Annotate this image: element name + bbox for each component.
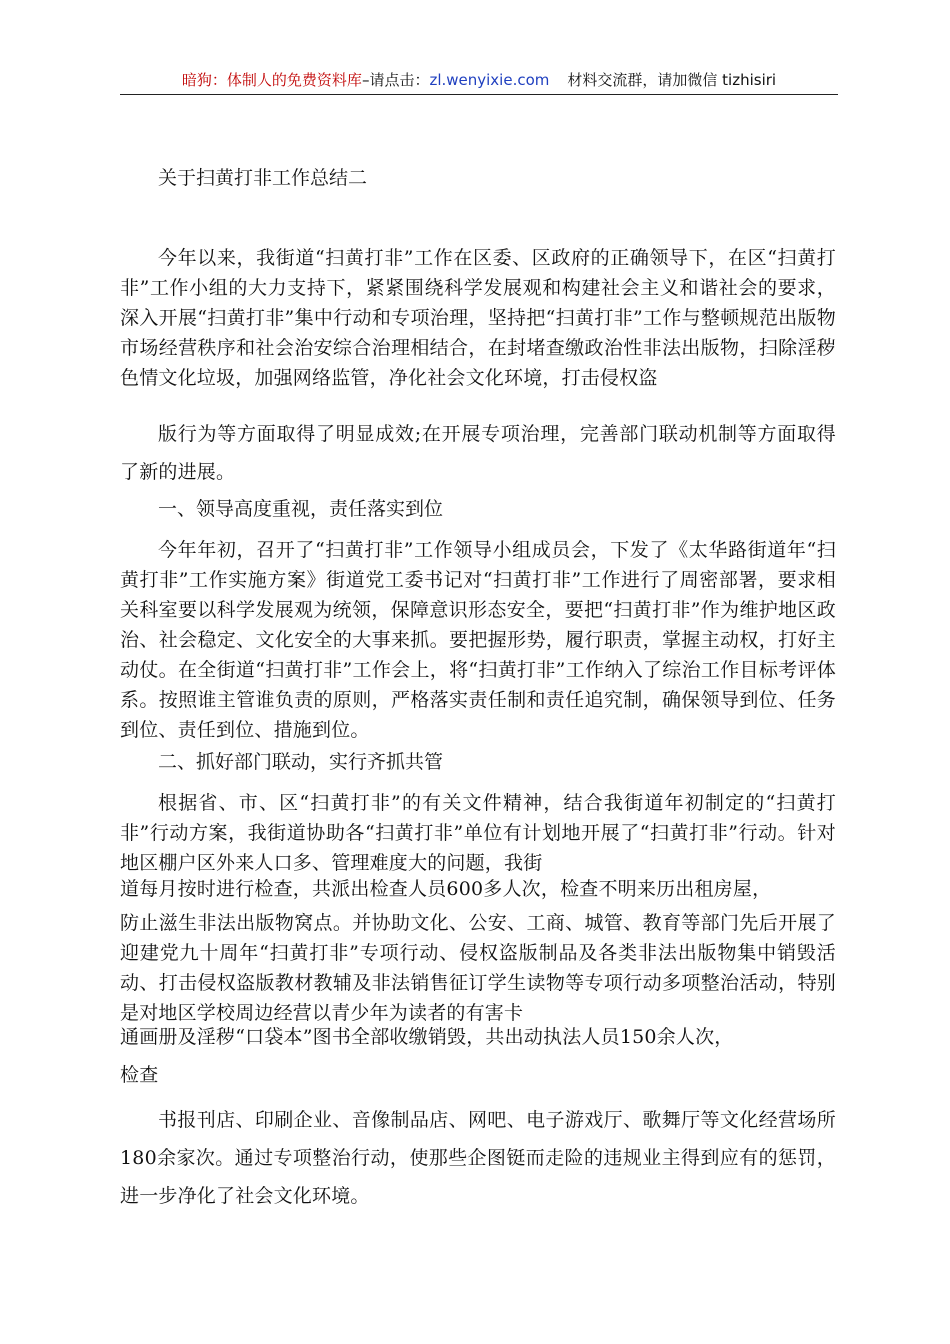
header-contact: 材料交流群，请加微信 tizhisiri	[567, 71, 777, 89]
section-heading-2: 二、抓好部门联动，实行齐抓共管	[158, 751, 444, 773]
page-header	[120, 68, 838, 95]
header-link-prefix: –请点击：	[361, 71, 430, 89]
paragraph-intro-continued: 版行为等方面取得了明显成效;在开展专项治理，完善部门联动机制等方面取得了新的进展。	[120, 423, 836, 483]
paragraph-section-2-final: 书报刊店、印刷企业、音像制品店、网吧、电子游戏厅、歌舞厅等文化经营场所180余家次。通过专项整治行动，使那些企图铤而走险的违规业主得到应有的惩罚，进一步净化了社会文化环境。	[120, 1109, 836, 1207]
paragraph-section-2-continued: 防止滋生非法出版物窝点。并协助文化、公安、工商、城管、教育等部门先后开展了迎建党九十周年“扫黄打非”专项行动、侵权盗版制品及各类非法出版物集中销毁活动、打击侵权盗版教材教辅及非法销售征订学生读物等专项行动多项整治活动，特别是对地区学校周边经营以青少年为读者的有害卡	[120, 912, 836, 1024]
header-url-link[interactable]: zl.wenyixie.com	[429, 71, 550, 89]
paragraph-section-2: 根据省、市、区“扫黄打非”的有关文件精神，结合我街道年初制定的“扫黄打非”行动方案，我街道协助各“扫黄打非”单位有计划地开展了“扫黄打非”行动。针对地区棚户区外来人口多、管理难度大的问题，我街	[120, 792, 836, 874]
section-heading-1: 一、领导高度重视，责任落实到位	[158, 498, 444, 520]
paragraph-section-2-end: 检查	[120, 1064, 159, 1086]
paragraph-section-2-line: 道每月按时进行检查，共派出检查人员600多人次，检查不明来历出租房屋，	[120, 878, 772, 900]
paragraph-intro: 今年以来，我街道“扫黄打非”工作在区委、区政府的正确领导下，在区“扫黄打非”工作小组的大力支持下，紧紧围绕科学发展观和构建社会主义和谐社会的要求，深入开展“扫黄打非”集中行动和专项治理，坚持把“扫黄打非”工作与整顿规范出版物市场经营秩序和社会治安综合治理相结合，在封堵查缴政治性非法出版物，扫除淫秽色情文化垃圾，加强网络监管，净化社会文化环境，打击侵权盗	[120, 247, 836, 389]
header-site-name: 暗狗：体制人的免费资料库	[181, 71, 362, 89]
document-title: 关于扫黄打非工作总结二	[158, 167, 368, 189]
paragraph-section-1: 今年年初，召开了“扫黄打非”工作领导小组成员会，下发了《太华路街道年“扫黄打非”工作实施方案》街道党工委书记对“扫黄打非”工作进行了周密部署，要求相关科室要以科学发展观为统领，保障意识形态安全，要把“扫黄打非”作为维护地区政治、社会稳定、文化安全的大事来抓。要把握形势，履行职责，掌握主动权，打好主动仗。在全街道“扫黄打非”工作会上，将“扫黄打非”工作纳入了综治工作目标考评体系。按照谁主管谁负责的原则，严格落实责任制和责任追究制，确保领导到位、任务到位、责任到位、措施到位。	[120, 539, 836, 741]
paragraph-section-2-line-2: 通画册及淫秽“口袋本”图书全部收缴销毁，共出动执法人员150余人次，	[120, 1026, 734, 1048]
